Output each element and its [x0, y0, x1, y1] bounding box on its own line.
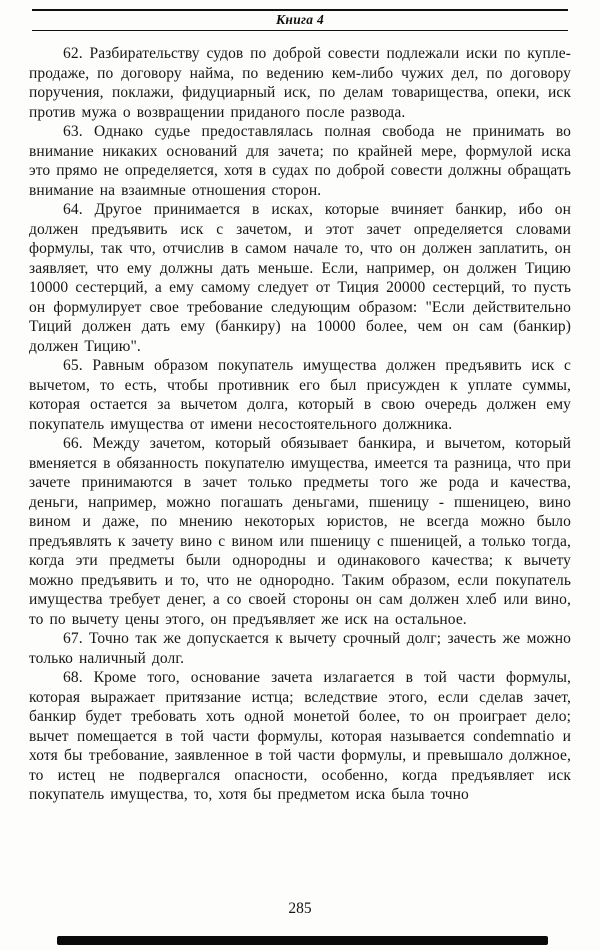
paragraph: 66. Между зачетом, который обязывает банкира, и вычетом, который вменяется в обязанность покупателю имущества, имеется та разница, что при зачете принимаются в зачет только предметы того же рода и качества, деньги, например, можно погашать деньгами, пшеницу - пшеницею, вино вином и даже, по мнению некоторых юристов, не всегда можно было предъявлять к зачету вино с вином или пшеницу с пшеницей, а только тогда, когда эти предметы были однородны и одинакового качества; к вычету можно предъявить и то, что не однородно. Таким образом, если покупатель имущества требует денег, а со своей стороны он сам должен хлеб или вино, то по вычету цены этого, он предъявляет же иск на остальное.: [29, 435, 571, 628]
scan-edge-bar: [57, 936, 548, 945]
page-number: 285: [288, 900, 312, 917]
page-body: [29, 44, 571, 805]
header-rule: [32, 30, 568, 31]
running-header: Книга 4: [275, 12, 325, 27]
paragraph: 68. Кроме того, основание зачета излагается в той части формулы, которая выражает притязание истца; вследствие этого, если сделав зачет, банкир будет требовать хоть одной монетой более, то он проиграет дело; вычет помещается в той части формулы, которая называется condemnatio и хотя бы требование, заявленное в той части формулы, и превышало должное, то истец не подвергался опасности, особенно, когда предъявляет иск покупатель имущества, то, хотя бы предметом иска была точно: [29, 669, 571, 803]
paragraph: 64. Другое принимается в исках, которые вчиняет банкир, ибо он должен предъявить иск с зачетом, и этот зачет определяется словами формулы, так что, отчислив в самом начале то, что он должен заплатить, он заявляет, что ему должны дать меньше. Если, например, он должен Тицию 10000 сестерций, а ему самому следует от Тиция 20000 сестерций, то пусть он формулирует свое требование следующим образом: "Если действительно Тиций должен дать ему (банкиру) на 10000 более, чем он сам (банкир) должен Тицию".: [29, 201, 571, 355]
paragraph: 62. Разбирательству судов по доброй совести подлежали иски по купле-продаже, по договору найма, по ведению кем-либо чужих дел, по договору поручения, поклажи, фидуциарный иск, по делам товарищества, опеки, иск против мужа о возвращении приданого после развода.: [29, 45, 571, 121]
paragraph: 67. Точно так же допускается к вычету срочный долг; зачесть же можно только наличный долг.: [29, 630, 571, 667]
paragraph: 65. Равным образом покупатель имущества должен предъявить иск с вычетом, то есть, чтобы противник его был присужден к уплате суммы, которая остается за вычетом долга, который в свою очередь должен ему покупатель имущества от имени несостоятельного должника.: [29, 357, 571, 433]
paragraph: 63. Однако судье предоставлялась полная свобода не принимать во внимание никаких оснований для зачета; по крайней мере, формулой иска это прямо не определяется, хотя в судах по доброй совести должны обращать внимание на взаимные отношения сторон.: [29, 123, 571, 199]
